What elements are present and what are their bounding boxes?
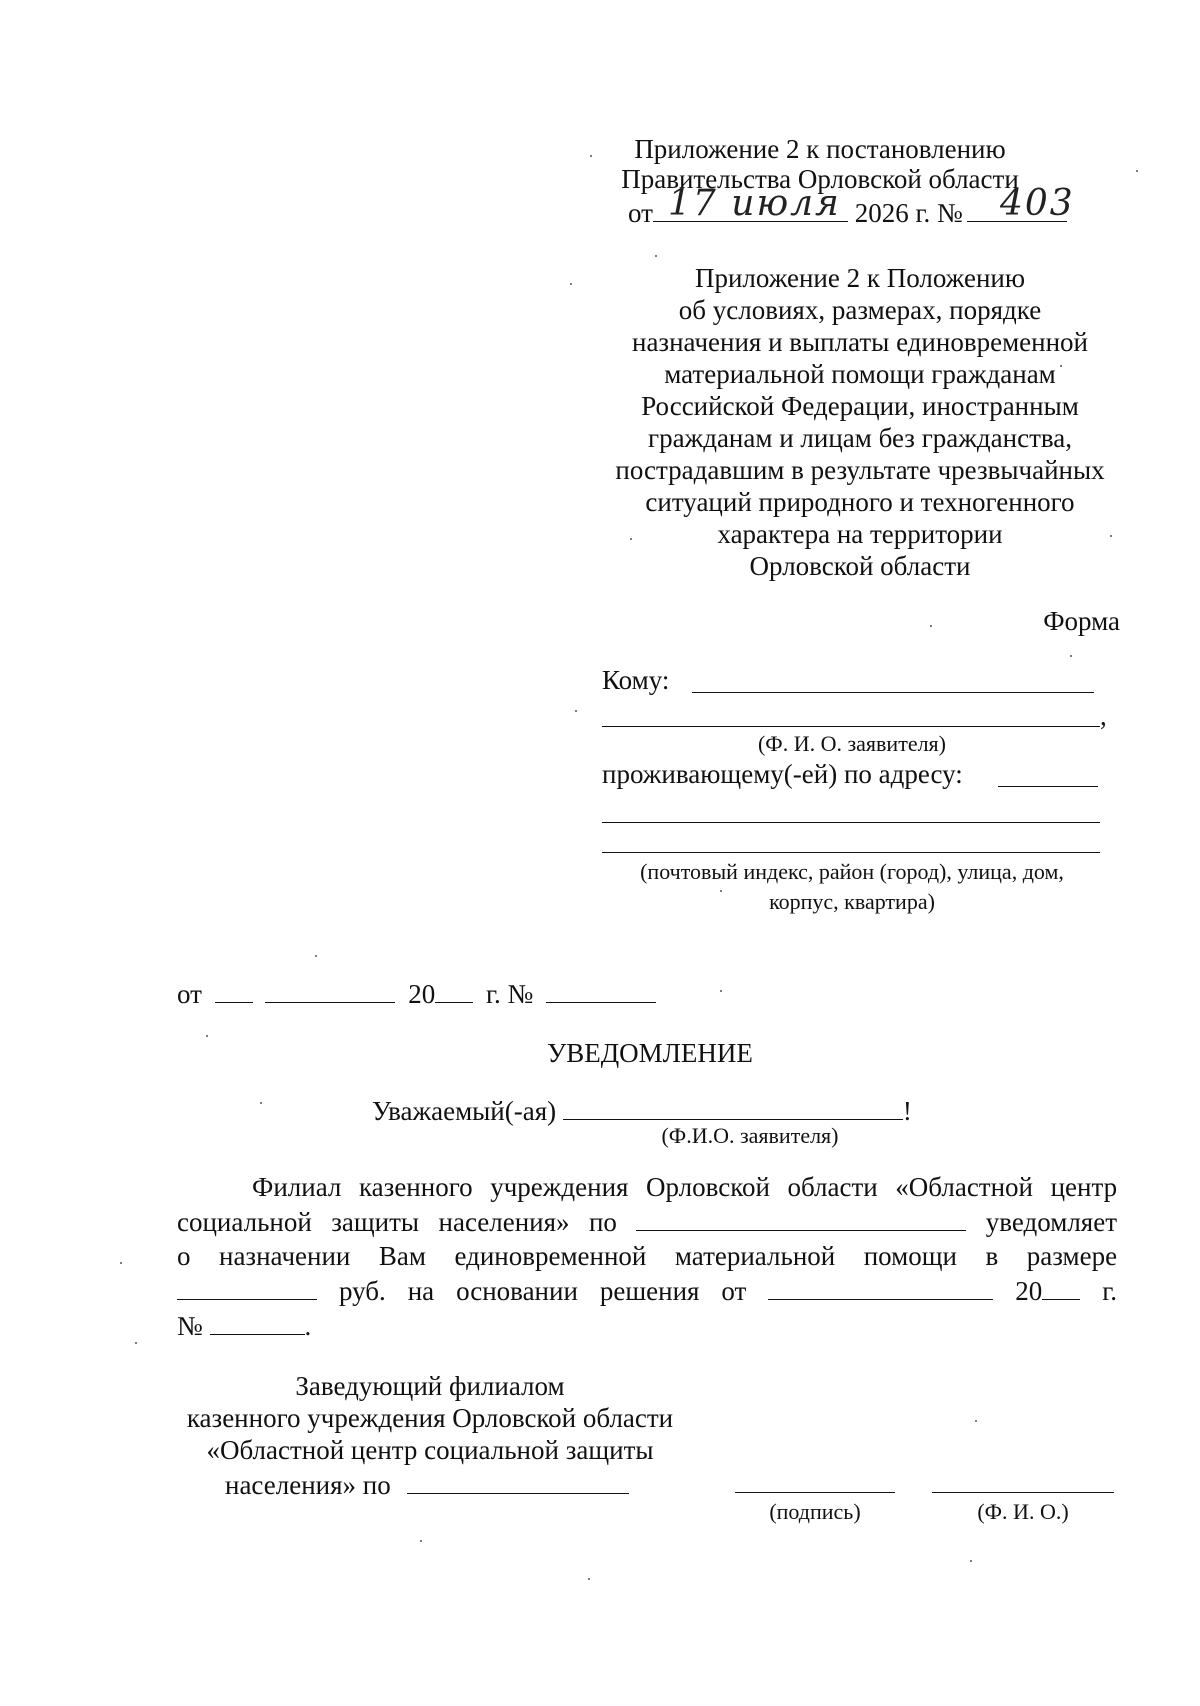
header-date-prefix: от <box>628 198 653 228</box>
body-line-2: социальной защиты населения» по уведомляет <box>177 1204 1117 1239</box>
fio-hint: (Ф. И. О. заявителя) <box>757 731 947 756</box>
form-label: Форма <box>1043 606 1120 636</box>
address-line-1 <box>998 786 1098 787</box>
decision-date-field <box>768 1273 993 1300</box>
address-label: проживающему(-ей) по адресу: <box>602 759 963 789</box>
greeting-label: Уважаемый(-ая) <box>372 1096 557 1126</box>
appendix-line-7: пострадавшим в результате чрезвычайных <box>615 455 1105 485</box>
address-line-3 <box>602 852 1100 853</box>
year-field <box>435 976 473 1003</box>
sign-hint: (подпись) <box>769 1499 861 1524</box>
to-label: Кому: <box>602 665 670 695</box>
scan-speck <box>1070 655 1072 657</box>
appendix-line-1: Приложение 2 к Положению <box>694 263 1026 293</box>
scan-speck <box>206 1035 208 1037</box>
scan-speck <box>1060 365 1062 367</box>
body-line-5: № . <box>177 1308 1117 1343</box>
scan-speck <box>720 990 722 992</box>
notice-date-line <box>177 976 656 1010</box>
scan-speck <box>655 255 657 257</box>
greeting-hint: (Ф.И.О. заявителя) <box>661 1123 839 1148</box>
signature-block <box>170 1370 690 1466</box>
body-line-4: руб. на основании решения от 20 г. <box>177 1273 1117 1308</box>
appendix-line-8: ситуаций природного и техногенного <box>645 487 1075 517</box>
scan-speck <box>135 1342 137 1344</box>
header-date-suffix: 2026 г. № <box>854 198 963 228</box>
header-line-1: Приложение 2 к постановлению <box>634 134 1006 164</box>
scan-speck <box>260 1102 262 1104</box>
number-label: г. № <box>485 979 534 1009</box>
date-from: от <box>177 979 202 1009</box>
signature-line-2: казенного учреждения Орловской области <box>186 1403 674 1433</box>
scan-speck <box>975 1420 977 1422</box>
scan-speck <box>970 1560 972 1562</box>
handwritten-number: 403 <box>1000 183 1075 224</box>
address-hint-2: корпус, квартира) <box>769 889 935 914</box>
scan-speck <box>590 155 592 157</box>
scan-speck <box>120 1262 122 1264</box>
greeting-field <box>563 1093 903 1120</box>
appendix-line-6: гражданам и лицам без гражданства, <box>648 423 1072 453</box>
scan-speck <box>630 538 632 540</box>
appendix-line-3: назначения и выплаты единовременной <box>632 327 1088 357</box>
scan-speck <box>570 283 572 285</box>
greeting-exclamation: ! <box>902 1096 912 1126</box>
appendix-line-9: характера на территории <box>717 519 1003 549</box>
appendix-block <box>580 262 1140 582</box>
appendix-line-5: Российской Федерации, иностранным <box>641 391 1079 421</box>
appendix-line-4: материальной помощи гражданам <box>664 359 1056 389</box>
address-line-2 <box>602 822 1100 823</box>
sign-line <box>735 1492 895 1493</box>
scan-speck <box>720 890 722 892</box>
body-line-1: Филиал казенного учреждения Орловской области «Областной центр <box>252 1172 1118 1202</box>
appendix-line-10: Орловской области <box>749 551 971 581</box>
number-field <box>546 976 656 1003</box>
month-field <box>265 976 395 1003</box>
body-line-3: о назначении Вам единовременной материальной помощи в размере <box>177 1241 1118 1271</box>
header-line-2: Правительства Орловской области <box>621 164 1019 194</box>
amount-field <box>177 1273 317 1300</box>
address-hint-1: (почтовый индекс, район (город), улица, дом, <box>640 859 1064 884</box>
to-field-line-1 <box>692 692 1094 693</box>
signature-branch-field <box>407 1467 629 1494</box>
scan-speck <box>930 625 932 627</box>
scan-speck <box>420 1540 422 1542</box>
branch-field <box>636 1204 966 1231</box>
scan-speck <box>315 955 317 957</box>
decision-year-field <box>1042 1273 1080 1300</box>
to-comma: , <box>1100 701 1107 731</box>
to-field-line-2 <box>602 726 1100 727</box>
signature-line-1: Заведующий филиалом <box>295 1371 565 1401</box>
signature-fio-hint: (Ф. И. О.) <box>977 1499 1069 1524</box>
day-field <box>215 976 253 1003</box>
fio-line <box>932 1492 1114 1493</box>
scan-speck <box>1136 170 1138 172</box>
scan-speck <box>575 710 577 712</box>
scan-speck <box>588 1578 590 1580</box>
year-prefix: 20 <box>408 979 436 1009</box>
notice-body <box>177 1170 1117 1343</box>
signature-line-3: «Областной центр социальной защиты <box>206 1435 654 1465</box>
scan-speck <box>1110 535 1112 537</box>
decision-number-field <box>210 1308 305 1335</box>
handwritten-date: 17 июля <box>668 183 841 224</box>
appendix-line-2: об условиях, размерах, порядке <box>678 295 1042 325</box>
signature-line-4: населения» по <box>225 1467 629 1501</box>
notice-title: УВЕДОМЛЕНИЕ <box>547 1038 753 1068</box>
